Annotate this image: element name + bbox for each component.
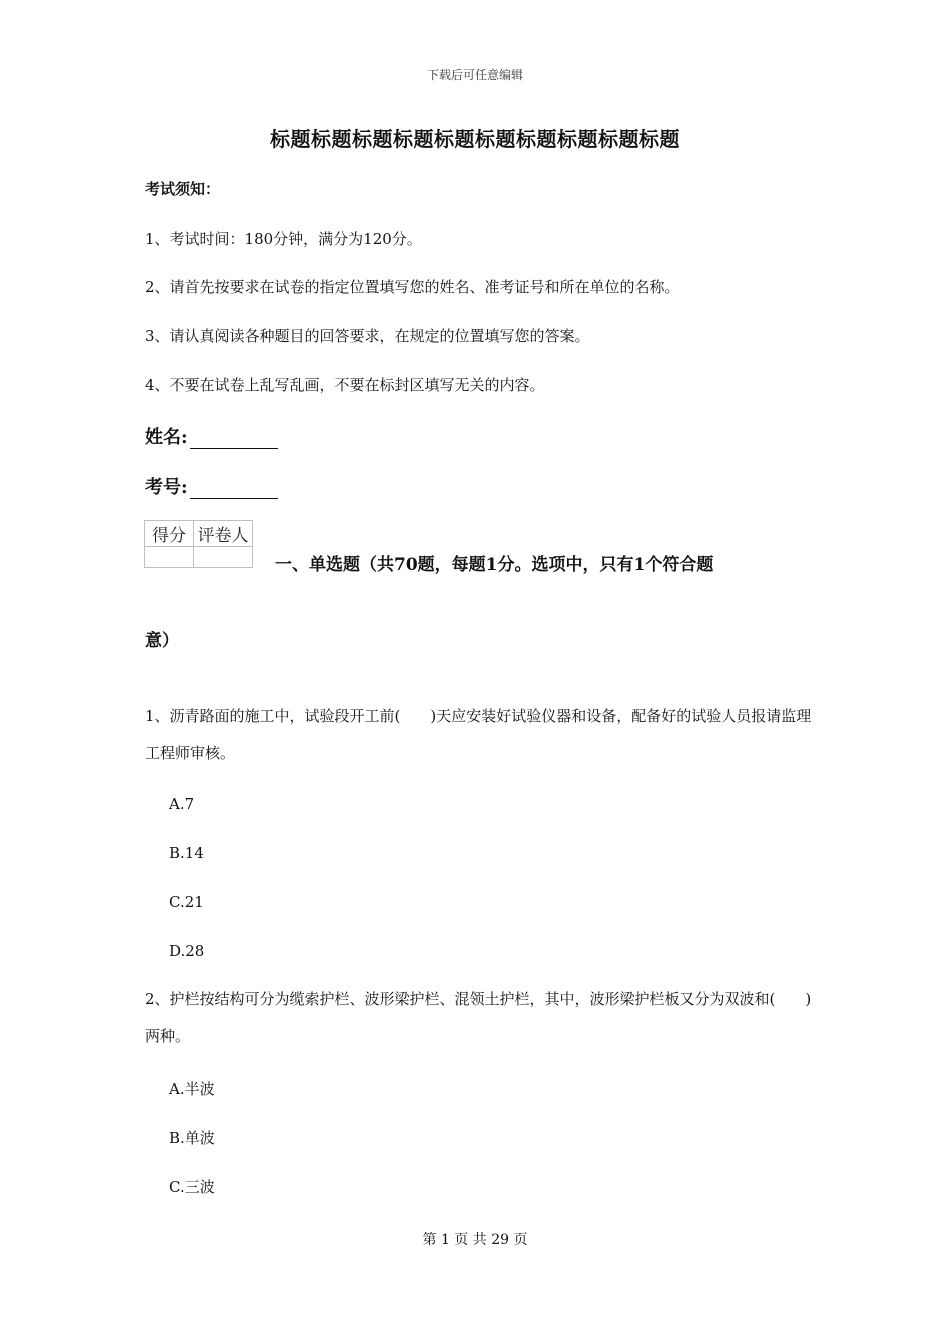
score-cell[interactable] — [145, 547, 194, 568]
question-1-option-d[interactable]: D.28 — [169, 942, 205, 960]
name-blank[interactable] — [190, 428, 278, 449]
score-table — [144, 520, 253, 568]
document-title: 标题标题标题标题标题标题标题标题标题标题 — [270, 127, 680, 151]
question-1-option-a[interactable]: A.7 — [169, 795, 195, 813]
header-note: 下载后可任意编辑 — [426, 68, 523, 82]
page-number: 第 1 页 共 29 页 — [422, 1232, 528, 1248]
section-title: 一、单选题（共70题，每题1分。选项中，只有1个符合题 — [275, 555, 714, 575]
name-label: 姓名: — [145, 427, 188, 448]
question-2: 2、护栏按结构可分为缆索护栏、波形梁护栏、混领土护栏，其中，波形梁护栏板又分为双波和( )两种。 — [145, 990, 812, 1045]
exam-id-blank[interactable] — [190, 478, 278, 499]
exam-id-label: 考号: — [145, 477, 188, 498]
question-2-option-b[interactable]: B.单波 — [169, 1129, 215, 1147]
instruction-item-1: 1、考试时间：180分钟，满分为120分。 — [145, 230, 422, 248]
question-2-option-c[interactable]: C.三波 — [169, 1178, 215, 1196]
instruction-item-2: 2、请首先按要求在试卷的指定位置填写您的姓名、准考证号和所在单位的名称。 — [145, 278, 680, 296]
section-title-continued: 意） — [145, 631, 179, 651]
instruction-item-4: 4、不要在试卷上乱写乱画，不要在标封区填写无关的内容。 — [145, 376, 545, 394]
exam-id-field — [145, 473, 278, 499]
question-1-option-b[interactable]: B.14 — [169, 844, 204, 862]
grader-cell[interactable] — [194, 547, 253, 568]
question-1: 1、沥青路面的施工中，试验段开工前( )天应安装好试验仪器和设备，配备好的试验人员报请监理工程师审核。 — [145, 707, 812, 762]
question-2-option-a[interactable]: A.半波 — [169, 1080, 215, 1098]
instructions-heading: 考试须知： — [145, 180, 221, 198]
question-1-option-c[interactable]: C.21 — [169, 893, 204, 911]
score-header: 得分 — [145, 521, 194, 547]
grader-header: 评卷人 — [194, 521, 253, 547]
instruction-item-3: 3、请认真阅读各种题目的回答要求，在规定的位置填写您的答案。 — [145, 327, 590, 345]
name-field — [145, 423, 278, 449]
